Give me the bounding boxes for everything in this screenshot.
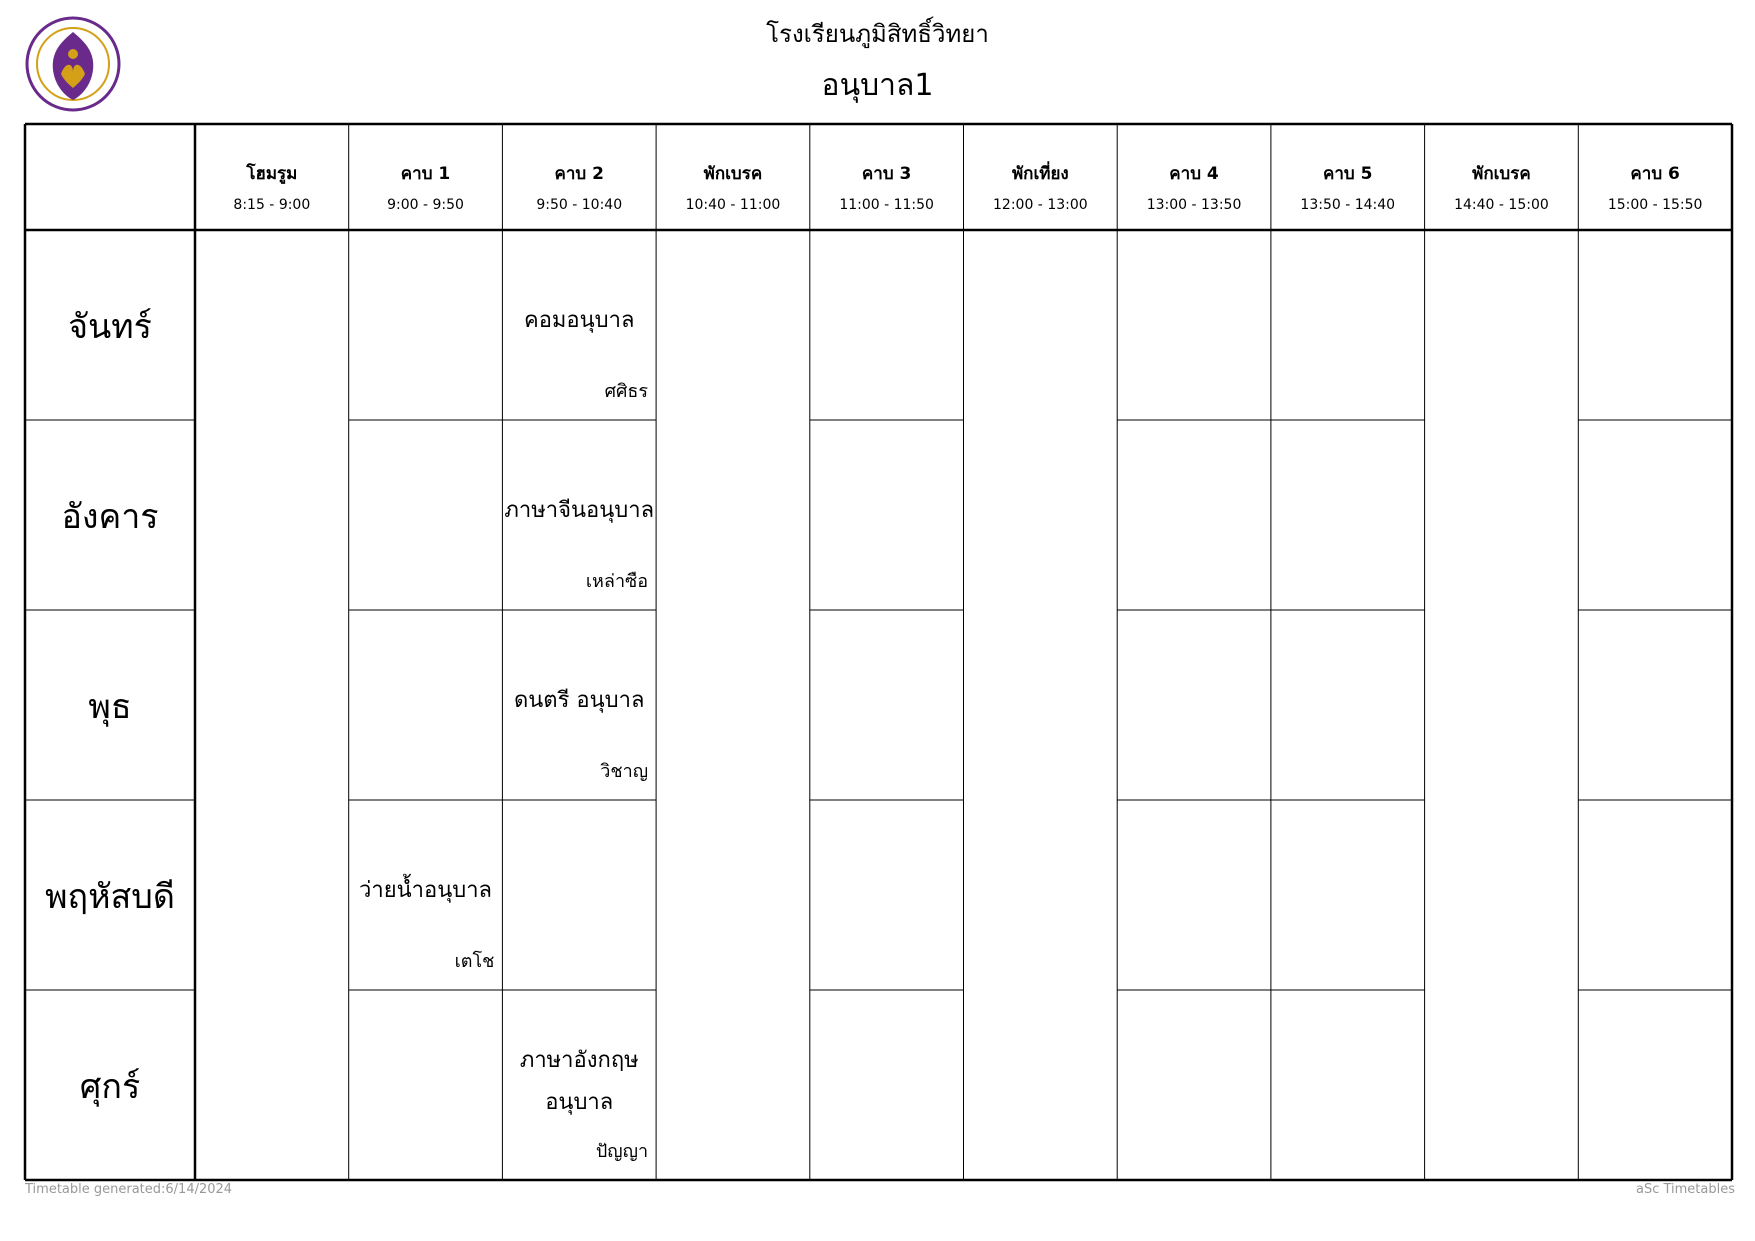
period-title: คาบ 4 [1169, 164, 1219, 184]
period-title: พักเที่ยง [1011, 164, 1069, 184]
period-title: คาบ 2 [554, 164, 604, 184]
period-title: คาบ 5 [1323, 164, 1373, 184]
lesson-subject-line: ภาษาอังกฤษ [519, 1048, 639, 1073]
lesson-teacher: เตโช [454, 951, 495, 972]
period-time: 9:50 - 10:40 [536, 197, 623, 213]
period-title: คาบ 1 [400, 164, 451, 184]
period-time: 15:00 - 15:50 [1607, 197, 1703, 213]
period-title: คาบ 3 [861, 164, 912, 184]
period-time: 12:00 - 13:00 [993, 197, 1088, 213]
period-title: พักเบรค [703, 164, 763, 184]
period-time: 14:40 - 15:00 [1454, 197, 1549, 213]
period-time: 11:00 - 11:50 [839, 197, 934, 213]
period-time: 10:40 - 11:00 [685, 197, 781, 213]
school-name: โรงเรียนภูมิสิทธิ์วิทยา [766, 20, 989, 48]
class-name: อนุบาล1 [821, 68, 934, 103]
lesson-subject: ดนตรี อนุบาล [513, 688, 645, 713]
period-title: คาบ 6 [1630, 164, 1680, 184]
period-time: 13:50 - 14:40 [1300, 197, 1396, 213]
lesson-subject: ว่ายน้ำอนุบาล [359, 878, 493, 903]
period-time: 13:00 - 13:50 [1146, 197, 1242, 213]
lesson-teacher: เหล่าซือ [585, 571, 649, 592]
lesson-teacher: ศศิธร [604, 381, 649, 402]
period-time: 9:00 - 9:50 [387, 197, 464, 213]
lesson-subject-line: อนุบาล [545, 1090, 614, 1115]
brand-note: aSc Timetables [1635, 1182, 1735, 1197]
lesson-teacher: วิชาญ [600, 761, 649, 782]
day-label: ศุกร์ [79, 1067, 141, 1107]
lesson-subject: ภาษาจีนอนุบาล [504, 498, 655, 523]
period-title: โฮมรูม [246, 164, 298, 184]
period-time: 8:15 - 9:00 [233, 197, 311, 213]
day-label: พฤหัสบดี [45, 877, 175, 917]
day-label: พุธ [88, 687, 132, 727]
lesson-teacher: ปัญญา [595, 1141, 649, 1162]
day-label: จันทร์ [68, 307, 152, 347]
period-title: พักเบรค [1472, 164, 1531, 184]
day-label: อังคาร [61, 497, 159, 537]
lesson-subject: คอมอนุบาล [523, 308, 635, 333]
generated-note: Timetable generated:6/14/2024 [25, 1182, 233, 1197]
lesson-subject [502, 1040, 656, 1124]
